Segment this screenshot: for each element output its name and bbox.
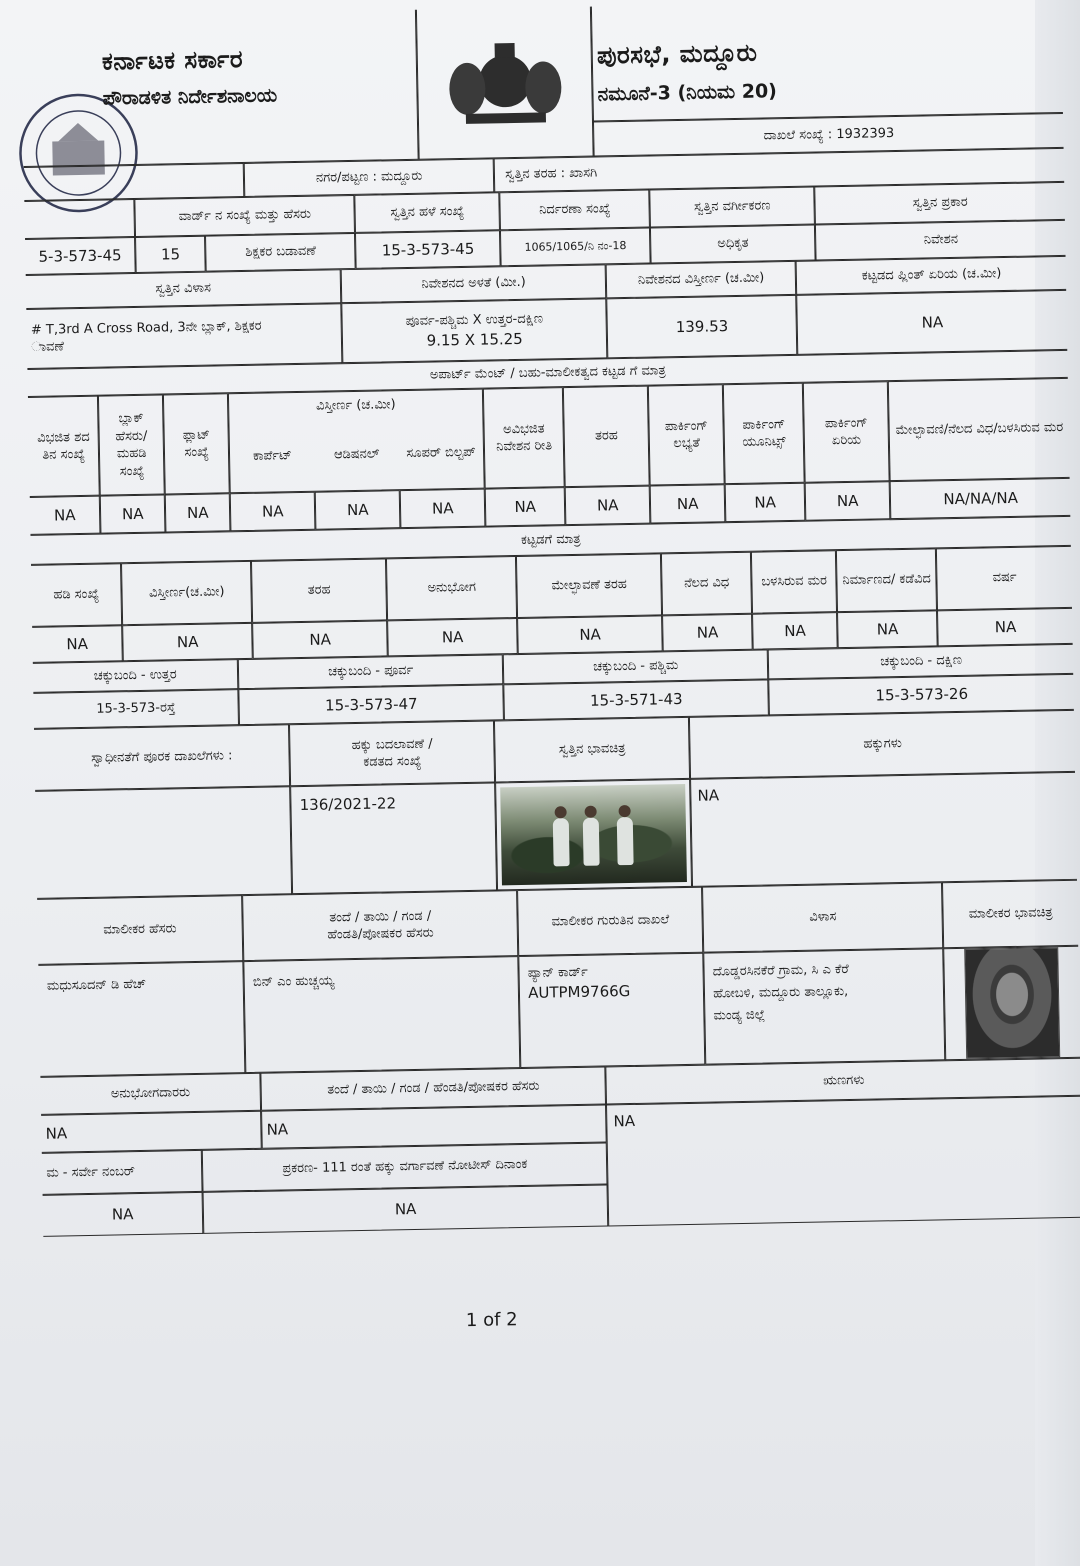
site-area-value: 139.53 xyxy=(606,295,797,358)
dimension-header: ನಿವೇಶನದ ಅಳತೆ (ಮೀ.) xyxy=(341,265,607,304)
rights-header: ಹಕ್ಕುಗಳು xyxy=(689,710,1075,779)
header-left xyxy=(21,10,419,167)
address-line-2: ಾವಣೆ xyxy=(31,339,65,356)
west-boundary-header: ಚಕ್ಕುಬಂದಿ - ಪಶ್ಚಿಮ xyxy=(503,650,769,685)
north-boundary-value: 15-3-573-ರಸ್ತೆ xyxy=(34,689,240,729)
address-cell xyxy=(27,303,343,369)
bld-value-3: NA xyxy=(252,621,388,659)
bld-year-header: ವರ್ಷ xyxy=(936,546,1072,610)
municipality-title: ಪುರಸಭೆ, ಮದ್ದೂರು xyxy=(596,38,758,70)
owner-photo xyxy=(964,947,1060,1059)
owner-father-header-line-1: ತಂದೆ / ತಾಯಿ / ಗಂಡ / xyxy=(329,908,432,926)
owner-address-cell xyxy=(703,948,945,1064)
supporting-docs-value xyxy=(35,786,292,899)
notice-header: ಪ್ರಕರಣ- 111 ರಂತೆ ಹಕ್ಕು ವರ್ಗಾವಣೆ ನೋಟೀಸ್ ದಿನಾಂಕ xyxy=(202,1143,608,1192)
apt-value-5: NA xyxy=(315,490,401,530)
survey-header: ಮ - ಸರ್ವೇ ನಂಬರ್ xyxy=(42,1150,203,1195)
apt-divided-header: ಅವಿಭಜಿತ ನಿವೇಶನ ರೀತಿ xyxy=(483,387,565,488)
dimension-label: ಪೂರ್ವ-ಪಶ್ಚಿಮ X ಉತ್ತರ-ದಕ್ಷಿಣ xyxy=(405,311,544,330)
mutation-number: 136/2021-22 xyxy=(290,783,497,895)
property-photo-cell xyxy=(495,779,692,891)
photo-person-2 xyxy=(583,818,600,866)
apt-type-header: ತರಹ xyxy=(563,386,650,488)
bld-area-header: ವಿಸ್ತೀರ್ಣ(ಚ.ಮೀ) xyxy=(121,561,252,625)
owner-id-cell xyxy=(518,953,705,1068)
pid-header-space xyxy=(25,199,136,239)
north-boundary-header: ಚಕ್ಕುಬಂದಿ - ಉತ್ತರ xyxy=(33,659,239,693)
apt-value-3: NA xyxy=(165,493,231,532)
apt-area-header: ವಿಸ್ತೀರ್ಣ (ಚ.ಮೀ) xyxy=(315,397,396,414)
page-number: 1 of 2 xyxy=(465,1309,518,1332)
east-boundary-value: 15-3-573-47 xyxy=(239,684,505,725)
apt-value-9: NA xyxy=(650,484,726,523)
bld-value-6: NA xyxy=(662,614,753,652)
entry-number: ದಾಖಲೆ ಸಂಖ್ಯೆ : 1932393 xyxy=(593,113,1064,157)
occupant-father-value: NA xyxy=(261,1105,607,1149)
occupant-father-header: ತಂದೆ / ತಾಯಿ / ಗಂಡ / ಹೆಂಡತಿ/ಪೋಷಕರ ಹೆಸರು xyxy=(261,1067,607,1111)
classification-value: ಅಧಿಕೃತ xyxy=(650,225,816,264)
apt-value-7: NA xyxy=(485,487,566,526)
apt-area-subheaders xyxy=(230,417,484,492)
bld-roof-header: ಮೇಲ್ಛಾವಣೆ ತರಹ xyxy=(516,554,662,619)
apt-value-4: NA xyxy=(230,492,316,532)
bld-floor-type-header: ನೆಲದ ವಿಧ xyxy=(661,552,752,616)
owner-father-header xyxy=(242,890,518,961)
ward-name: ಶಿಕ್ಷಕರ ಬಡಾವಣೆ xyxy=(205,233,356,272)
owner-id-header: ಮಾಲೀಕರ ಗುರುತಿನ ದಾಖಲೆ xyxy=(517,887,703,956)
govt-title: ಕರ್ನಾಟಕ ಸರ್ಕಾರ xyxy=(101,45,244,76)
directorate-title: ಪೌರಾಡಳಿತ ನಿರ್ದೇಶನಾಲಯ xyxy=(102,83,278,110)
photo-person-3 xyxy=(617,817,634,865)
occupant-value: NA xyxy=(41,1111,262,1153)
mutation-header xyxy=(289,721,495,787)
mutation-header-line-1: ಹಕ್ಕು ಬದಲಾವಣೆ / xyxy=(351,736,433,753)
apt-value-11: NA xyxy=(805,481,891,521)
property-photo xyxy=(500,784,687,885)
city-label: ನಗರ/ಪಟ್ಟಣ : ಮದ್ದೂರು xyxy=(244,159,495,198)
bld-type-header: ತರಹ xyxy=(251,559,387,623)
occupant-header: ಅನುಭೋಗದಾರರು xyxy=(41,1073,262,1115)
old-number-header: ಸ್ವತ್ತಿನ ಹಳೆ ಸಂಖ್ಯೆ xyxy=(355,192,501,233)
bld-value-9: NA xyxy=(937,608,1073,646)
address-header: ಸ್ವತ್ತಿನ ವಿಳಾಸ xyxy=(26,269,342,309)
apt-value-6: NA xyxy=(400,489,486,529)
apt-super-header: ಸೂಪರ್ ಬಿಲ್ಟಪ್ xyxy=(406,444,476,462)
apt-value-2: NA xyxy=(100,495,166,534)
loans-value: NA xyxy=(606,1096,1080,1227)
plinth-value: NA xyxy=(796,290,1067,355)
header-right xyxy=(591,0,1063,122)
apt-value-8: NA xyxy=(565,486,651,526)
plinth-header: ಕಟ್ಟಡದ ಪ್ಲಿಂತ್ ಏರಿಯ (ಚ.ಮೀ) xyxy=(796,256,1067,295)
property-type-value: ನಿವೇಶನ xyxy=(815,220,1066,261)
owner-father-header-line-2: ಹೆಂಡತಿ/ಪೋಷಕರ ಹೆಸರು xyxy=(327,925,434,943)
apt-parking-units-header: ಪಾರ್ಕಿಂಗ್ ಯೂನಿಟ್ಸ್ xyxy=(723,383,805,484)
property-type-header: ಸ್ವತ್ತಿನ ಪ್ರಕಾರ xyxy=(814,182,1065,225)
emblem-cell xyxy=(416,7,594,160)
owner-address-line-2: ಹೋಬಳಿ, ಮದ್ದೂರು ತಾಲ್ಲೂಕು, xyxy=(713,984,849,1002)
bld-wood-header: ಬಳಸಿರುವ ಮರ xyxy=(751,550,837,614)
loans-header: ಋಣಗಳು xyxy=(606,1058,1080,1105)
mutation-header-line-2: ಕಡತದ ಸಂಖ್ಯೆ xyxy=(363,754,422,771)
supporting-docs-header: ಸ್ವಾಧೀನತೆಗೆ ಪೂರಕ ದಾಖಲೆಗಳು : xyxy=(34,724,290,791)
classification-header: ಸ್ವತ್ತಿನ ವರ್ಗೀಕರಣ xyxy=(649,187,815,228)
owner-address-header: ವಿಳಾಸ xyxy=(702,882,943,952)
form-sheet xyxy=(22,0,1080,1332)
old-number: 15-3-573-45 xyxy=(355,230,501,269)
apt-area-group xyxy=(228,389,485,494)
owner-name-header: ಮಾಲೀಕರ ಹೆಸರು xyxy=(37,895,243,965)
owner-name: ಮಧುಸೂದನ್ ಡಿ ಹೆಚ್ xyxy=(39,961,246,1077)
apt-roof-header: ಮೇಲ್ಛಾವಣಿ/ನೆಲದ ವಿಧ/ಬಳಸಿರುವ ಮರ xyxy=(888,378,1070,481)
owner-photo-cell xyxy=(943,946,1080,1060)
photo-person-1 xyxy=(553,818,570,866)
owner-address-line-1: ದೊಡ್ಡರಸಿನಕೆರೆ ಗ್ರಾಮ, ಸಿ ಎ ಕೆರೆ xyxy=(712,962,849,980)
building-title: ಕಟ್ಟಡಗೆ ಮಾತ್ರ xyxy=(31,516,1071,565)
ward-number: 15 xyxy=(135,236,206,273)
bld-construction-header: ನಿರ್ಮಾಣದ/ ಕಡೆವಿದ xyxy=(836,549,937,613)
apt-carpet-header: ಕಾರ್ಪೆಟ್ xyxy=(252,448,292,464)
rights-value: NA xyxy=(690,772,1077,887)
owner-father-name: ಬಿನ್ ಎಂ ಹುಚ್ಚಯ್ಯ xyxy=(244,956,521,1073)
south-boundary-header: ಚಕ್ಕುಬಂದಿ - ದಕ್ಷಿಣ xyxy=(768,644,1073,680)
ward-header: ವಾರ್ಡ್ ನ ಸಂಖ್ಯೆ ಮತ್ತು ಹೆಸರು xyxy=(135,195,356,237)
bld-value-7: NA xyxy=(752,612,838,650)
bld-value-2: NA xyxy=(122,623,253,661)
owner-address-line-3: ಮಂಡ್ಯ ಜಿಲ್ಲೆ xyxy=(713,1007,766,1024)
survey-value: NA xyxy=(43,1192,204,1237)
state-emblem-icon xyxy=(444,32,566,134)
apt-additional-header: ಆಡಿಷನಲ್ xyxy=(333,446,380,463)
south-boundary-value: 15-3-573-26 xyxy=(768,674,1074,716)
assessment-number: 1065/1065/ನಿ ನಂ-18 xyxy=(500,228,651,267)
site-area-header: ನಿವೇಶನದ ವಿಸ್ತೀರ್ಣ (ಚ.ಮೀ) xyxy=(606,261,797,298)
apt-undivided-header: ವಿಭಜಿತ ಶದ ತಿನ ಸಂಖ್ಯೆ xyxy=(28,396,100,497)
bld-value-4: NA xyxy=(387,618,518,656)
bld-value-1: NA xyxy=(32,625,123,663)
apt-value-1: NA xyxy=(30,496,101,535)
seal-space xyxy=(24,163,245,201)
bld-value-5: NA xyxy=(517,616,663,655)
address-line-1: # T,3rd A Cross Road, 3ನೇ ಬ್ಲಾಕ್, ಶಿಕ್ಷಕರ xyxy=(30,318,262,338)
owner-photo-header: ಮಾಲೀಕರ ಭಾವಚಿತ್ರ xyxy=(942,880,1078,948)
apt-parking-avail-header: ಪಾರ್ಕಿಂಗ್ ಲಭ್ಯತೆ xyxy=(648,384,725,485)
owner-id-number: AUTPM9766G xyxy=(527,981,631,1002)
bld-floor-header: ಹಡಿ ಸಂಖ್ಯೆ xyxy=(31,563,122,627)
owner-id-type: ಪ್ಯಾನ್ ಕಾರ್ಡ್ xyxy=(527,964,588,982)
property-id: 5-3-573-45 xyxy=(25,237,136,275)
apt-block-header: ಬ್ಲಾಕ್ ಹೆಸರು/ ಮಹಡಿ ಸಂಖ್ಯೆ xyxy=(98,395,165,496)
form-title: ನಮೂನೆ-3 (ನಿಯಮ 20) xyxy=(597,79,778,106)
assessment-header: ನಿರ್ದರಣಾ ಸಂಖ್ಯೆ xyxy=(499,190,650,231)
east-boundary-header: ಚಕ್ಕುಬಂದಿ - ಪೂರ್ವ xyxy=(238,654,504,689)
apt-value-10: NA xyxy=(725,483,806,522)
bld-value-8: NA xyxy=(837,611,938,649)
bld-usage-header: ಅನುಭೋಗ xyxy=(386,556,517,620)
notice-value: NA xyxy=(203,1185,609,1234)
dimension-cell xyxy=(341,299,607,364)
apt-parking-area-header: ಪಾರ್ಕಿಂಗ್ ಏರಿಯ xyxy=(803,381,890,483)
dimension-value: 9.15 X 15.25 xyxy=(426,329,523,350)
property-kind: ಸ್ವತ್ತಿನ ತರಹ : ಖಾಸಗಿ xyxy=(494,148,1065,192)
west-boundary-value: 15-3-571-43 xyxy=(503,680,769,721)
apt-flat-header: ಫ್ಲಾಟ್ ಸಂಖ್ಯೆ xyxy=(163,393,230,494)
apartment-title: ಅಪಾರ್ಟ್ ಮೆಂಟ್ / ಬಹು-ಮಾಲೀಕತ್ವದ ಕಟ್ಟಡ ಗೆ ಮಾತ್ರ xyxy=(28,350,1068,397)
apt-value-12: NA/NA/NA xyxy=(890,478,1071,519)
property-photo-header: ಸ್ವತ್ತಿನ ಭಾವಚಿತ್ರ xyxy=(494,717,690,783)
